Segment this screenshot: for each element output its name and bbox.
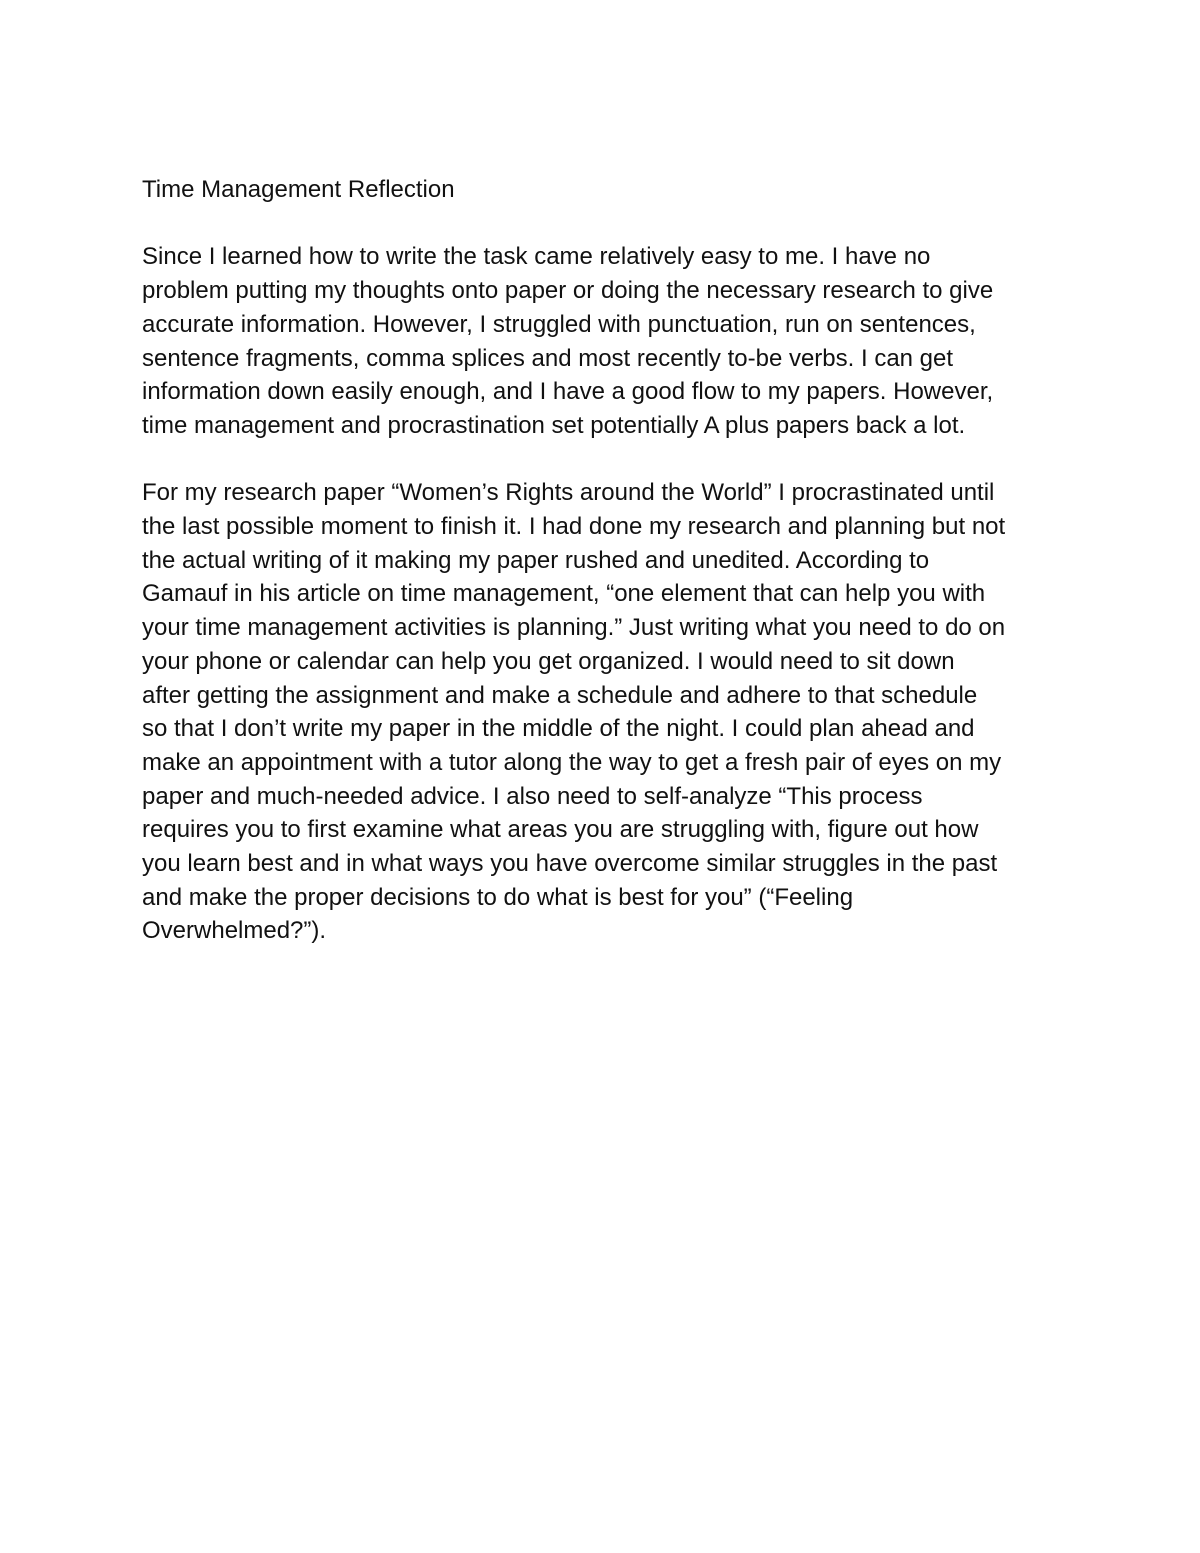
paragraph-line: Overwhelmed?”). [142,917,327,945]
paragraph-line: your time management activities is planning.” Just writing what you need to do on [142,614,1006,642]
paragraph-1 [142,240,1072,442]
paragraph-line: so that I don’t write my paper in the middle of the night. I could plan ahead and [142,715,975,743]
paragraph-line: Since I learned how to write the task came relatively easy to me. I have no [142,243,931,271]
paragraph-line: requires you to first examine what areas you are struggling with, figure out how [142,816,979,844]
document-title: Time Management Reflection [142,176,455,203]
paragraph-line: your phone or calendar can help you get organized. I would need to sit down [142,647,955,675]
paragraph-line: make an appointment with a tutor along the way to get a fresh pair of eyes on my [142,748,1002,776]
paragraph-line: For my research paper “Women’s Rights around the World” I procrastinated until [142,479,995,507]
paragraph-line: Gamauf in his article on time management, “one element that can help you with [142,580,986,608]
paragraph-line: and make the proper decisions to do what is best for you” (“Feeling [142,883,854,911]
paragraph-line: after getting the assignment and make a schedule and adhere to that schedule [142,681,978,709]
paragraph-line: you learn best and in what ways you have overcome similar struggles in the past [142,850,998,878]
paragraph-line: time management and procrastination set potentially A plus papers back a lot. [142,411,966,439]
paragraph-line: the last possible moment to finish it. I had done my research and planning but not [142,513,1006,540]
paragraph-line: the actual writing of it making my paper rushed and unedited. According to [142,546,930,574]
paragraph-line: sentence fragments, comma splices and most recently to-be verbs. I can get [142,344,954,372]
paragraph-line: information down easily enough, and I have a good flow to my papers. However, [142,378,994,406]
paragraph-2 [142,476,1072,948]
document-body [142,173,1072,982]
paragraph-line: problem putting my thoughts onto paper or doing the necessary research to give [142,277,994,305]
paragraph-line: paper and much-needed advice. I also need to self-analyze “This process [142,782,923,810]
paragraph-line: accurate information. However, I struggled with punctuation, run on sentences, [142,310,976,338]
